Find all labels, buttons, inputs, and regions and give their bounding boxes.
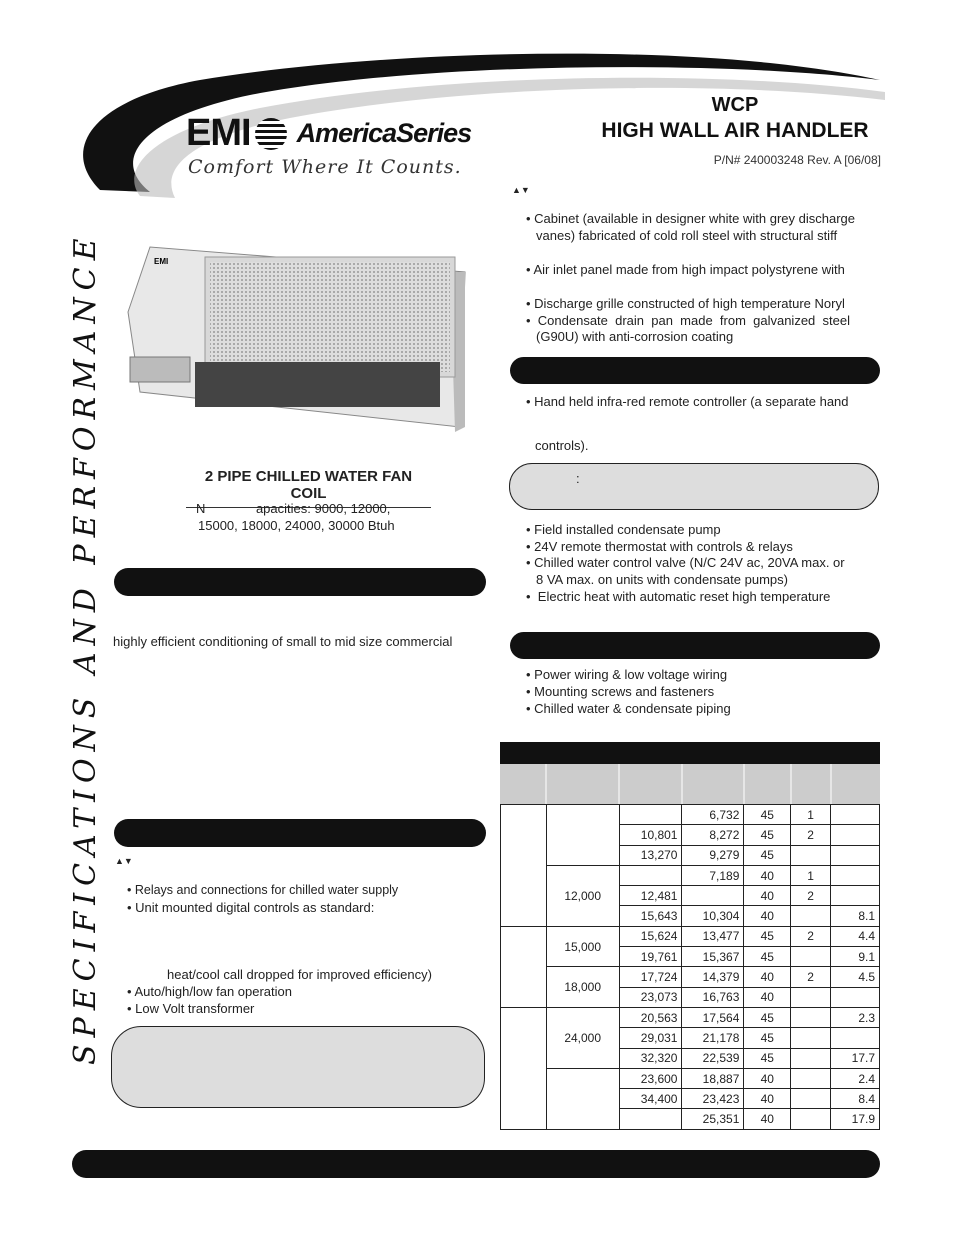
table-cell xyxy=(791,1007,831,1027)
table-cell xyxy=(791,947,831,967)
table-cell xyxy=(831,825,880,845)
accessory-note-box xyxy=(509,463,879,510)
by-others-item: • Power wiring & low voltage wiring xyxy=(526,667,728,682)
feature-item: • Relays and connections for chilled water supply xyxy=(127,883,399,897)
table-cell: 45 xyxy=(744,1007,791,1027)
table-cell: 2 xyxy=(791,886,831,906)
table-cell: 4.5 xyxy=(831,967,880,987)
table-title-bar xyxy=(500,742,880,764)
table-cell-capacity xyxy=(546,805,619,866)
table-cell xyxy=(791,987,831,1007)
table-cell: 29,031 xyxy=(619,1028,682,1048)
table-cell: 16,763 xyxy=(682,987,744,1007)
table-cell: 17.7 xyxy=(831,1048,880,1068)
table-cell-group xyxy=(501,805,547,927)
section-bar-description xyxy=(114,568,486,596)
features-marker: ▲▼ xyxy=(115,856,133,866)
table-cell xyxy=(619,805,682,825)
capacities-line-2: 15000, 18000, 24000, 30000 Btuh xyxy=(198,518,395,533)
table-cell-group xyxy=(501,1007,547,1129)
part-number: P/N# 240003248 Rev. A [06/08] xyxy=(713,153,881,167)
section-bar-by-others xyxy=(510,632,880,659)
accessory-item-cont: controls). xyxy=(535,438,589,453)
construction-item: • Air inlet panel made from high impact polystyrene with xyxy=(526,262,845,277)
table-cell: 32,320 xyxy=(619,1048,682,1068)
table-cell: 17,564 xyxy=(682,1007,744,1027)
table-cell: 45 xyxy=(744,805,791,825)
table-cell: 40 xyxy=(744,967,791,987)
table-row xyxy=(501,1068,880,1088)
table-cell xyxy=(682,886,744,906)
table-cell: 45 xyxy=(744,1028,791,1048)
option-item: • Field installed condensate pump xyxy=(526,522,721,537)
table-cell: 1 xyxy=(791,865,831,885)
table-cell: 2 xyxy=(791,967,831,987)
table-cell: 45 xyxy=(744,947,791,967)
accessory-item: • Hand held infra-red remote controller (a separate hand xyxy=(526,394,849,409)
table-cell: 25,351 xyxy=(682,1109,744,1129)
table-cell: 17.9 xyxy=(831,1109,880,1129)
feature-item: • Unit mounted digital controls as standard: xyxy=(127,900,375,915)
table-cell: 40 xyxy=(744,1089,791,1109)
table-cell xyxy=(791,1028,831,1048)
construction-item: • Cabinet (available in designer white with grey discharge xyxy=(526,211,856,226)
series-name: AmericaSeries xyxy=(296,118,472,148)
feature-item: heat/cool call dropped for improved efficiency) xyxy=(167,967,432,982)
table-cell: 14,379 xyxy=(682,967,744,987)
construction-item: • Discharge grille constructed of high temperature Noryl xyxy=(526,296,845,311)
table-cell xyxy=(831,1028,880,1048)
side-banner: SPECIFICATIONS AND PERFORMANCE xyxy=(68,231,103,1065)
unit-logo: EMI xyxy=(154,257,169,266)
table-cell: 40 xyxy=(744,865,791,885)
table-cell-capacity xyxy=(546,1068,619,1129)
table-cell: 45 xyxy=(744,825,791,845)
model-code: WCP xyxy=(711,94,759,116)
table-cell xyxy=(619,1109,682,1129)
table-cell: 23,600 xyxy=(619,1068,682,1088)
table-row xyxy=(501,865,880,885)
table-cell xyxy=(791,845,831,865)
table-cell: 8,272 xyxy=(682,825,744,845)
option-item: • Chilled water control valve (N/C 24V ac, 20VA max. or xyxy=(526,555,845,570)
intro-text: highly efficient conditioning of small to mid size commercial xyxy=(113,634,453,649)
table-cell: 12,481 xyxy=(619,886,682,906)
table-row xyxy=(501,805,880,825)
option-item: • 24V remote thermostat with controls & relays xyxy=(526,539,793,554)
table-cell: 2 xyxy=(791,926,831,946)
table-cell-capacity: 15,000 xyxy=(546,926,619,967)
table-cell xyxy=(831,865,880,885)
tagline: Comfort Where It Counts. xyxy=(188,156,462,178)
table-cell: 18,887 xyxy=(682,1068,744,1088)
table-cell: 15,624 xyxy=(619,926,682,946)
table-cell: 40 xyxy=(744,906,791,926)
table-cell: 40 xyxy=(744,987,791,1007)
table-cell-capacity: 18,000 xyxy=(546,967,619,1008)
table-cell: 7,189 xyxy=(682,865,744,885)
table-cell: 13,270 xyxy=(619,845,682,865)
construction-marker: ▲▼ xyxy=(512,185,530,195)
accessory-note-text: : xyxy=(576,471,580,486)
section-bar-accessories xyxy=(510,357,880,384)
table-cell xyxy=(791,1048,831,1068)
footer-bar xyxy=(72,1150,880,1178)
table-cell: 21,178 xyxy=(682,1028,744,1048)
note-box xyxy=(111,1026,485,1108)
by-others-item: • Mounting screws and fasteners xyxy=(526,684,715,699)
table-cell: 23,073 xyxy=(619,987,682,1007)
performance-table xyxy=(500,804,880,1130)
table-cell: 23,423 xyxy=(682,1089,744,1109)
table-cell: 40 xyxy=(744,1109,791,1129)
table-cell: 17,724 xyxy=(619,967,682,987)
construction-item-cont: vanes) fabricated of cold roll steel with structural stiff xyxy=(536,228,838,243)
table-cell: 1 xyxy=(791,805,831,825)
table-cell xyxy=(619,865,682,885)
section-bar-features xyxy=(114,819,486,847)
table-cell xyxy=(831,805,880,825)
capacities-line-1: N apacities: 9000, 12000, xyxy=(196,501,391,516)
table-cell: 45 xyxy=(744,926,791,946)
globe-icon xyxy=(255,118,287,150)
option-item: • Electric heat with automatic reset high temperature xyxy=(526,589,831,604)
table-cell: 8.4 xyxy=(831,1089,880,1109)
table-cell: 40 xyxy=(744,1068,791,1088)
table-cell xyxy=(791,1089,831,1109)
construction-item: • Condensate drain pan made from galvanized steel xyxy=(526,313,850,328)
table-cell: 9,279 xyxy=(682,845,744,865)
table-cell-group xyxy=(501,926,547,1007)
table-cell: 10,304 xyxy=(682,906,744,926)
table-cell: 8.1 xyxy=(831,906,880,926)
table-row xyxy=(501,1007,880,1027)
table-cell: 9.1 xyxy=(831,947,880,967)
table-cell: 2 xyxy=(791,825,831,845)
product-image xyxy=(120,242,485,442)
product-subtitle: 2 PIPE CHILLED WATER FAN COIL xyxy=(186,468,431,508)
brand-name: EMI xyxy=(186,112,251,154)
table-cell: 20,563 xyxy=(619,1007,682,1027)
table-cell xyxy=(791,1109,831,1129)
table-cell: 22,539 xyxy=(682,1048,744,1068)
table-cell xyxy=(831,987,880,1007)
table-cell: 45 xyxy=(744,845,791,865)
table-cell xyxy=(831,845,880,865)
table-cell: 40 xyxy=(744,886,791,906)
construction-item-cont: (G90U) with anti-corrosion coating xyxy=(536,329,734,344)
table-row xyxy=(501,926,880,946)
feature-item: • Auto/high/low fan operation xyxy=(127,984,293,999)
table-cell: 15,643 xyxy=(619,906,682,926)
table-cell xyxy=(791,1068,831,1088)
table-cell: 19,761 xyxy=(619,947,682,967)
table-cell: 4.4 xyxy=(831,926,880,946)
table-cell xyxy=(831,886,880,906)
table-cell: 2.3 xyxy=(831,1007,880,1027)
table-cell xyxy=(791,906,831,926)
table-cell-capacity: 12,000 xyxy=(546,865,619,926)
brand-logo xyxy=(186,112,471,155)
table-cell: 15,367 xyxy=(682,947,744,967)
table-cell-capacity: 24,000 xyxy=(546,1007,619,1068)
page-title: HIGH WALL AIR HANDLER xyxy=(601,119,869,142)
table-cell: 13,477 xyxy=(682,926,744,946)
feature-item: • Low Volt transformer xyxy=(127,1001,255,1016)
table-cell: 6,732 xyxy=(682,805,744,825)
table-row xyxy=(501,967,880,987)
option-item-cont: 8 VA max. on units with condensate pumps) xyxy=(536,572,788,587)
table-cell: 45 xyxy=(744,1048,791,1068)
table-header-dividers xyxy=(500,764,880,804)
table-cell: 34,400 xyxy=(619,1089,682,1109)
by-others-item: • Chilled water & condensate piping xyxy=(526,701,731,716)
table-cell: 2.4 xyxy=(831,1068,880,1088)
table-cell: 10,801 xyxy=(619,825,682,845)
